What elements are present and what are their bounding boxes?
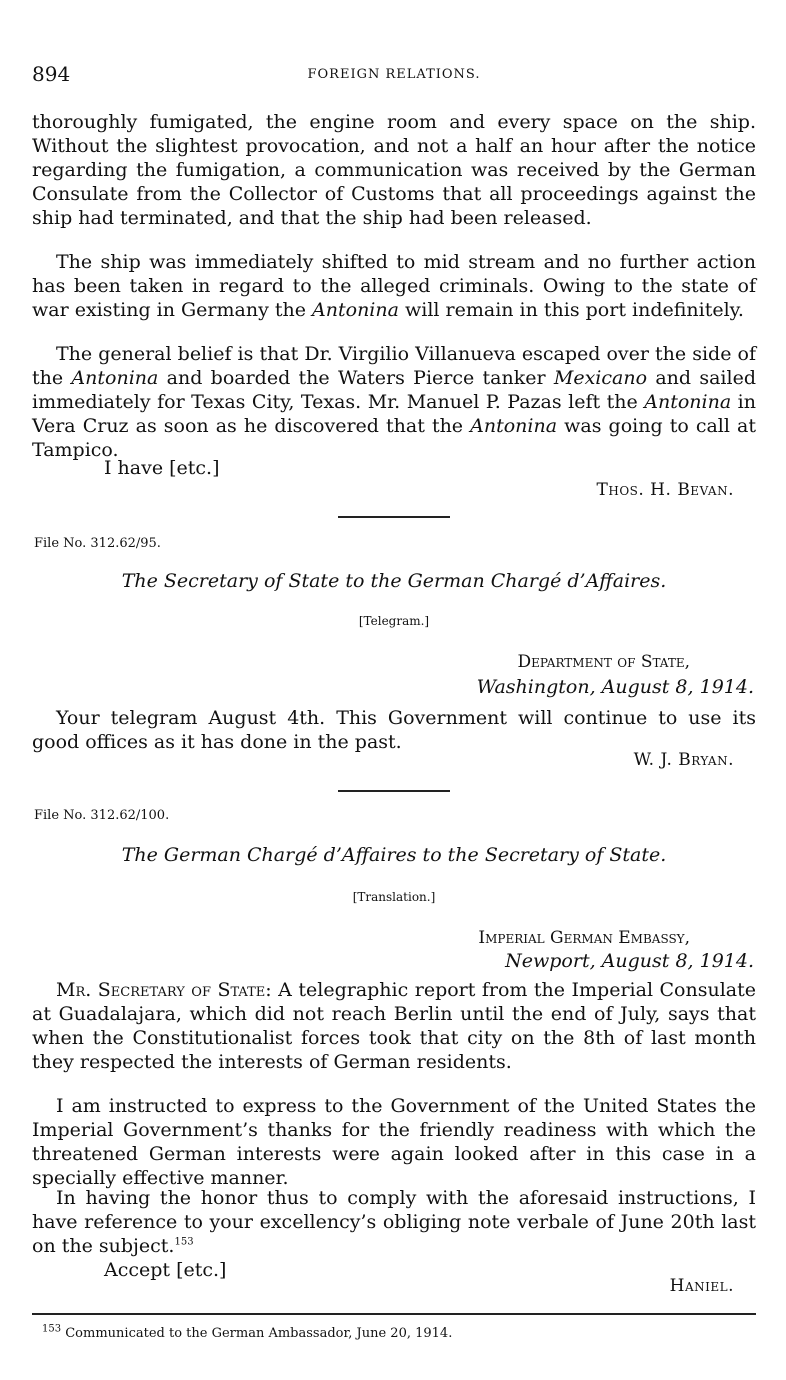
footnote <box>42 1323 453 1341</box>
page-number: 894 <box>32 62 71 86</box>
document-title: The Secretary of State to the German Chargé d’Affaires. <box>121 570 667 592</box>
footnote-reference[interactable]: 153 <box>174 1236 194 1248</box>
footnote-marker: 153 <box>42 1323 62 1335</box>
file-number: File No. 312.62/95. <box>34 536 161 551</box>
letter1-closing: I have [etc.] <box>104 457 220 479</box>
letter3-paragraph-2: I am instructed to express to the Government of the United States the Imperial Government’s thanks for the friendly readiness with which the threatened German interests were again looked after in this case in a specially effective manner. <box>32 1095 756 1189</box>
letter1-paragraph-2: The ship was immediately shifted to mid stream and no further action has been taken in regard to the alleged criminals. Owing to the state of war existing in Germany the Antonina will remain in this port indefinitely. <box>32 251 756 321</box>
letter3-paragraph-1: Mr. Secretary of State: A telegraphic report from the Imperial Consulate at Guadalajara, which did not reach Berlin until the end of July, says that when the Constitutionalist forces took that city on the 8th of last month they respected the interests of German residents. <box>32 979 756 1073</box>
ship-name: Antonina <box>644 391 732 413</box>
tanker-name: Mexicano <box>553 367 648 389</box>
document-title: The German Chargé d’Affaires to the Secretary of State. <box>121 844 667 866</box>
dateline-date: Newport, August 8, 1914. <box>505 950 754 972</box>
letter1-paragraph-3: The general belief is that Dr. Virgilio Villanueva escaped over the side of the Antonina and boarded the Waters Pierce tanker Mexicano and sailed immediately for Texas City, Texas. Mr. Manuel P. Pazas left the Antonina in Vera Cruz as soon as he discovered that the Antonina was going to call at Tampico. <box>32 343 756 461</box>
ship-name: Antonina <box>71 367 159 389</box>
document-type-note: [Telegram.] <box>358 614 430 628</box>
section-divider <box>338 516 450 518</box>
letter1-signature: Thos. H. Bevan. <box>596 480 734 500</box>
page-header <box>32 62 756 88</box>
telegram-body: Your telegram August 4th. This Government will continue to use its good offices as it has done in the past. <box>32 707 756 753</box>
section-divider <box>338 790 450 792</box>
letter3-signature: Haniel. <box>669 1276 734 1296</box>
document-type-note: [Translation.] <box>352 890 436 904</box>
salutation: Mr. Secretary of State <box>56 979 266 1001</box>
dateline-place: Imperial German Embassy, <box>478 928 690 948</box>
footnote-divider <box>32 1313 756 1315</box>
letter3-closing: Accept [etc.] <box>104 1259 227 1281</box>
running-title: FOREIGN RELATIONS. <box>307 67 481 82</box>
letter1-paragraph-1: thoroughly fumigated, the engine room and every space on the ship. Without the slightest provocation, and not a half an hour after the notice regarding the fumigation, a communication was received by the German Consulate from the Collector of Customs that all proceedings against the ship had terminated, and that the ship had been released. <box>32 111 756 229</box>
ship-name: Antonina <box>312 299 399 321</box>
ship-name: Antonina <box>470 415 558 437</box>
letter3-paragraph-3: In having the honor thus to comply with the aforesaid instructions, I have reference to your excellency’s obliging note verbale of June 20th last on the subject.$^{153}$ <box>32 1187 756 1257</box>
telegram-signature: W. J. Bryan. <box>633 750 734 770</box>
footnote-text: Communicated to the German Ambassador, June 20, 1914. <box>65 1326 453 1341</box>
dateline-place: Department of State, <box>517 652 690 672</box>
dateline-date: Washington, August 8, 1914. <box>476 676 754 698</box>
file-number: File No. 312.62/100. <box>34 808 170 823</box>
